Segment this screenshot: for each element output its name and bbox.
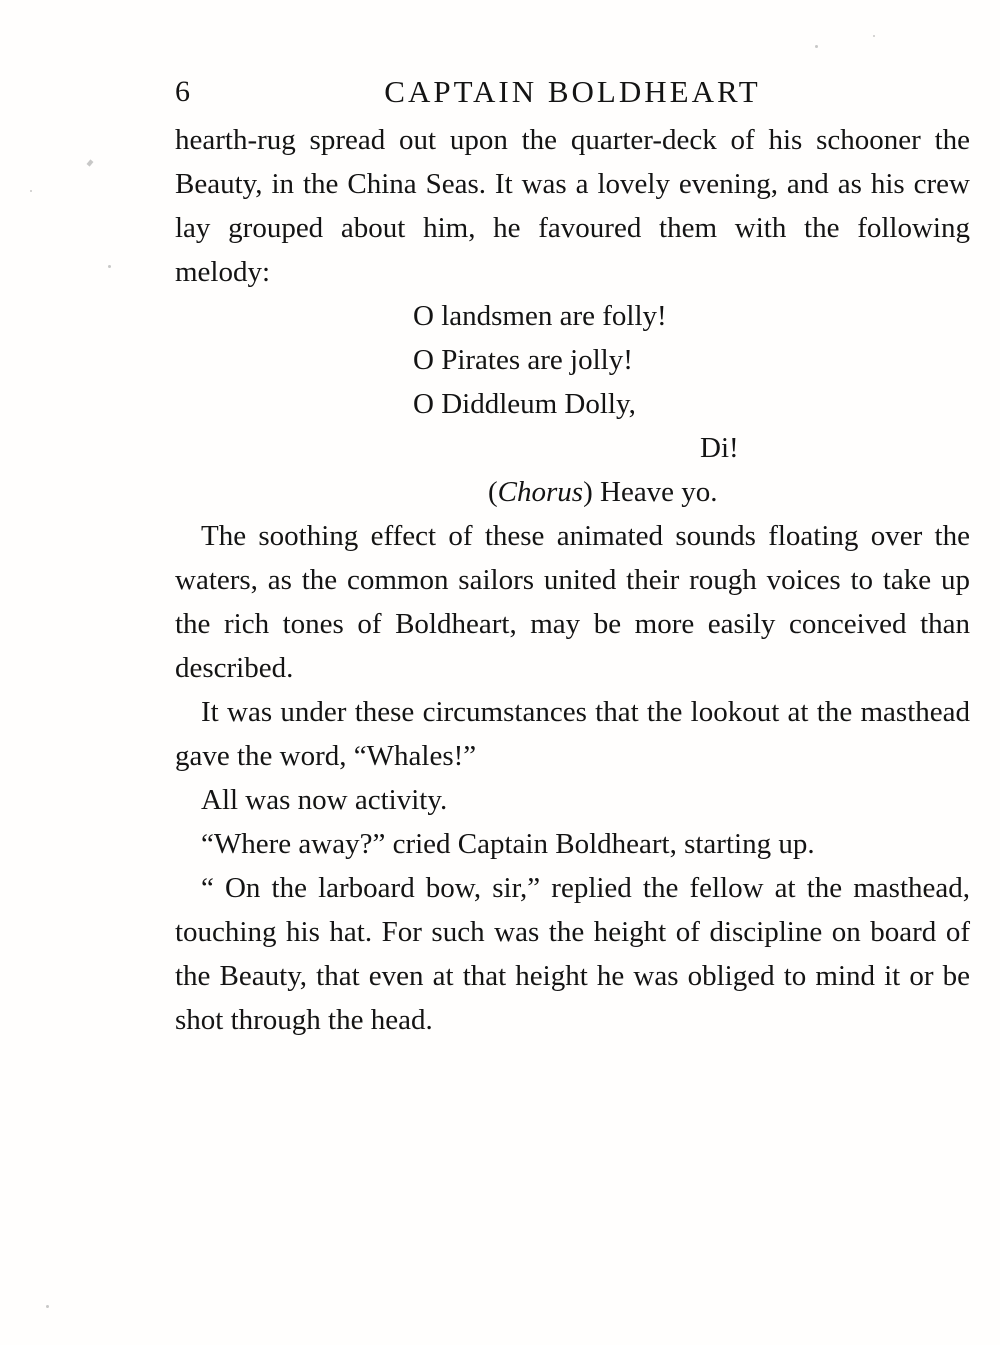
body-paragraph: The soothing effect of these animated sounds floating over the waters, as the common sailors united their rough voices to take up the rich tones of Boldheart, may be more easily conceived than described. [175,520,970,684]
scan-speck [46,1305,49,1308]
body-paragraph: “ On the larboard bow, sir,” replied the fellow at the masthead, touching his hat. For such was the height of discipline on board of the Beauty, that even at that height he was obliged to mind it or be shot through the head. [175,872,970,1036]
body-paragraph: All was now activity. [201,784,448,816]
body-paragraph: “Where away?” cried Captain Boldheart, starting up. [201,828,815,860]
chorus-rest: ) Heave yo. [583,476,718,508]
body-paragraph: It was under these circumstances that the lookout at the masthead gave the word, “Whales!” [175,696,970,772]
page-number: 6 [175,75,190,108]
body-paragraph: hearth-rug spread out upon the quarter-deck of his schooner the Beauty, in the China Seas. It was a lovely evening, and as his crew lay grouped about him, he favoured them with the following melody: [175,124,970,288]
scan-speck [815,45,818,48]
page-title: CAPTAIN BOLDHEART [384,74,761,109]
verse-block [175,294,970,514]
verse-line: O Diddleum Dolly, [413,388,636,420]
verse-line: O landsmen are folly! [413,300,667,332]
verse-chorus-line [175,470,970,514]
scan-speck [108,265,111,268]
chorus-open-paren: ( [488,476,498,508]
body-text [175,118,970,1042]
scan-speck [30,190,32,192]
scan-speck [87,159,94,166]
scan-speck [873,35,875,37]
chorus-word: Chorus [497,476,584,508]
verse-line: Di! [700,432,739,464]
verse-line: O Pirates are jolly! [413,344,633,376]
page-header [175,74,970,114]
